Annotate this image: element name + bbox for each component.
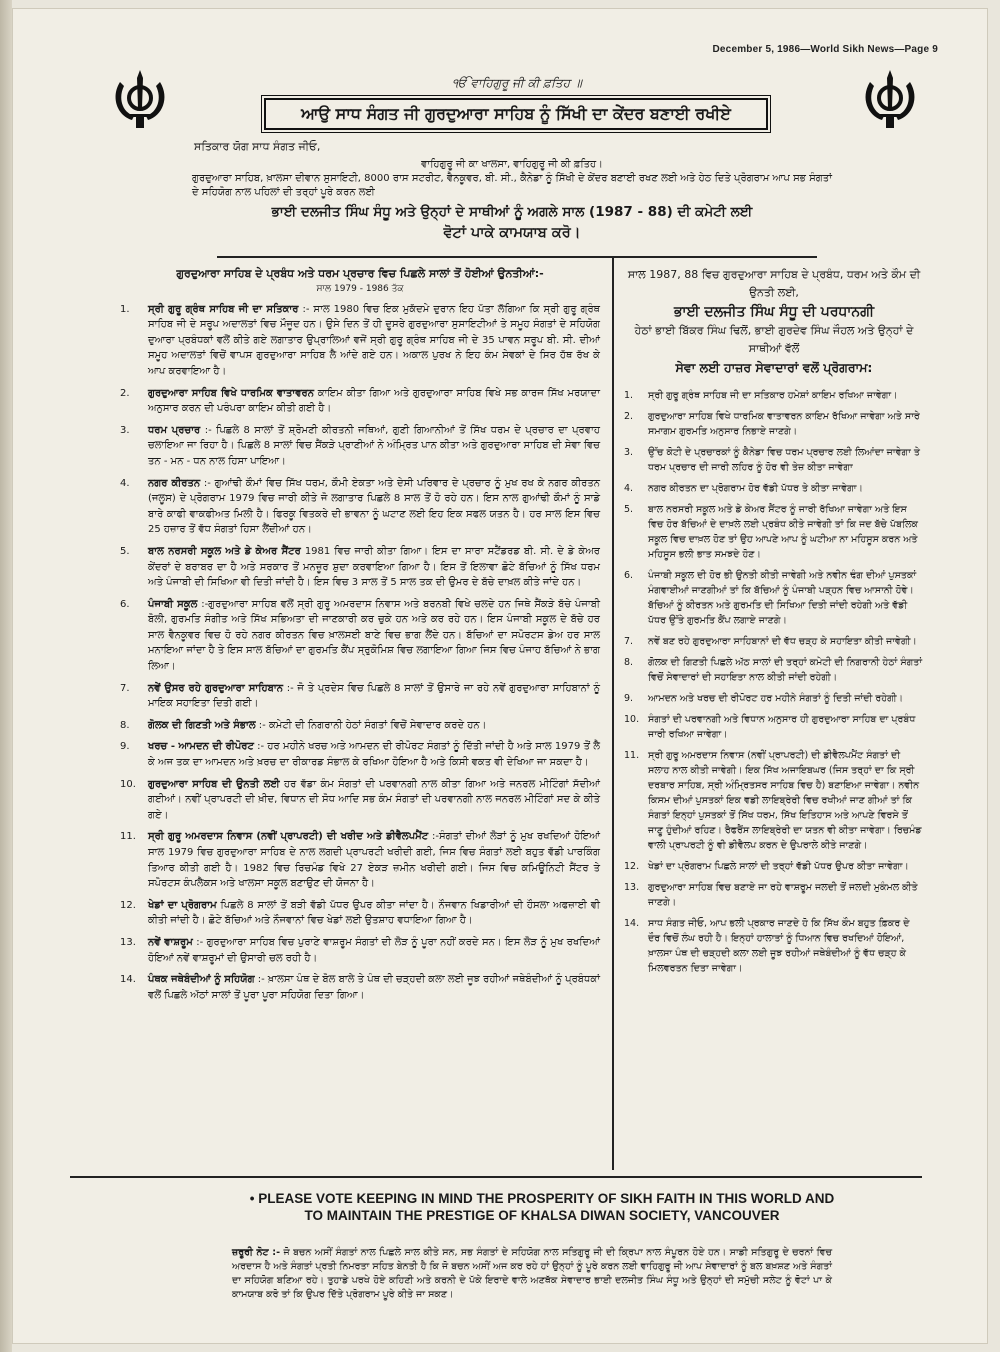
programme-leader: ਭਾਈ ਦਲਜੀਤ ਸਿੰਘ ਸੰਧੂ ਦੀ ਪਰਧਾਨਗੀ — [673, 304, 875, 320]
item-text: ਗੋਲਕ ਦੀ ਗਿਣਤੀ ਪਿਛਲੇ ਅੱਠ ਸਾਲਾਂ ਦੀ ਤਰ੍ਹਾਂ ਕਮੇਟੀ ਦੀ ਨਿਗਰਾਨੀ ਹੇਠਾਂ ਸੰਗਤਾਂ ਵਿਚੋਂ ਸੇਵਾਦਾਰਾਂ ਦੀ ਸਹਾਇਤਾ ਨਾਲ ਕੀਤੀ ਜਾਂਦੀ ਰਹੇਗੀ। — [648, 657, 923, 683]
note-text: ਜੋ ਬਚਨ ਅਸੀਂ ਸੰਗਤਾਂ ਨਾਲ ਪਿਛਲੇ ਸਾਲ ਕੀਤੇ ਸਨ, ਸਭ ਸੰਗਤਾਂ ਦੇ ਸਹਿਯੋਗ ਨਾਲ ਸਤਿਗੁਰੂ ਜੀ ਦੀ ਕ੍ਰਿਪਾ ਨਾਲ ਸੰਪੂਰਨ ਹੋਏ ਹਨ। ਸਾਡੀ ਸਤਿਗੁਰੂ ਦੇ ਚਰਨਾਂ ਵਿਚ ਅਰਦਾਸ ਹੈ ਅਤੇ ਸੰਗਤਾਂ ਪ੍ਰਤੀ ਨਿਮਰਤਾ ਸਹਿਤ ਬੇਨਤੀ ਹੈ ਕਿ ਜੋ ਬਚਨ ਅਸੀਂ ਅਜ ਕਰ ਰਹੇ ਹਾਂ ਉਨ੍ਹਾਂ ਨੂੰ ਪੂਰੇ ਕਰਨ ਲਈ ਵਾਹਿਗੁਰੂ ਜੀ ਆਪ ਸੇਵਾਦਾਰਾਂ ਨੂੰ ਬਲ ਬਖ਼ਸ਼ਣ ਅਤੇ ਸੰਗਤਾਂ ਦਾ ਸਹਿਯੋਗ ਬਣਿਆ ਰਹੇ। ਤੁਹਾਡੇ ਪਰਖੇ ਹੋਏ ਕਹਿਣੀ ਅਤੇ ਕਰਨੀ ਦੇ ਪੱਕੇ ਇਰਾਦੇ ਵਾਲੇ ਅਣਥੱਕ ਸੇਵਾਦਾਰ ਭਾਈ ਦਲਜੀਤ ਸਿੰਘ ਸੰਧੂ ਅਤੇ ਉਨ੍ਹਾਂ ਦੀ ਸਮੁੱਚੀ ਸਲੇਟ ਨੂੰ ਵੋਟਾਂ ਪਾ ਕੇ ਕਾਮਯਾਬ ਕਰੋ ਤਾਂ ਕਿ ਉਪਰ ਦਿੱਤੇ ਪ੍ਰੋਗਰਾਮ ਪੂਰੇ ਕੀਤੇ ਜਾ ਸਕਣ। — [232, 1247, 832, 1300]
item-body: :- ਕਮੇਟੀ ਦੀ ਨਿਗਰਾਨੀ ਹੇਠਾਂ ਸੰਗਤਾਂ ਵਿਚੋਂ ਸੇਵਾਦਾਰ ਕਰਦੇ ਹਨ। — [258, 719, 487, 731]
item-title: ਖਰਚ - ਆਮਦਨ ਦੀ ਰੀਪੋਰਟ — [148, 741, 254, 753]
list-item — [624, 916, 924, 976]
item-body: :-ਸੰਗਤਾਂ ਦੀਆਂ ਲੋੜਾਂ ਨੂੰ ਮੁਖ ਰਖਦਿਆਂ ਹੋਇਆਂ ਸਾਲ 1979 ਵਿਚ ਗੁਰਦੁਆਰਾ ਸਾਹਿਬ ਦੇ ਨਾਲ ਲਗਦੀ ਪ੍ਰਾਪਰਟੀ ਖਰੀਦੀ ਗਈ, ਜਿਸ ਵਿਚ ਸੰਗਤਾਂ ਲਈ ਬਹੁਤ ਵੱਡੀ ਪਾਰਕਿੰਗ ਤਿਆਰ ਕੀਤੀ ਗਈ ਹੈ। 1982 ਵਿਚ ਰਿਚਮੰਡ ਵਿਖੇ 27 ਏਕੜ ਜ਼ਮੀਨ ਖਰੀਦੀ ਗਈ। ਜਿਸ ਵਿਚ ਕਮਿਊਨਿਟੀ ਸੈਂਟਰ ਤੇ ਸਪੋਰਟਸ ਕੰਪਲੈਕਸ ਅਤੇ ਖਾਲਸਾ ਸਕੂਲ ਬਣਾਉਣ ਦੀ ਯੋਜਨਾ ਹੈ। — [148, 831, 600, 890]
item-text — [148, 829, 600, 891]
item-number: 13. — [120, 936, 136, 948]
item-title: ਨਵੇਂ ਵਾਸ਼ਰੂਮ — [148, 936, 193, 948]
item-title: ਨਵੇਂ ਉਸਰ ਰਹੇ ਗੁਰਦੁਆਰਾ ਸਾਹਿਬਾਨ — [148, 682, 283, 694]
item-number: 7. — [120, 682, 130, 694]
top-divider — [217, 256, 817, 258]
item-text: ਸੰਗਤਾਂ ਦੀ ਪਰਵਾਨਗੀ ਅਤੇ ਵਿਧਾਨ ਅਨੁਸਾਰ ਹੀ ਗੁਰਦੁਆਰਾ ਸਾਹਿਬ ਦਾ ਪ੍ਰਬੰਧ ਜਾਰੀ ਰਖਿਆ ਜਾਵੇਗਾ। — [648, 714, 916, 740]
item-body: :- ਹਰ ਮਹੀਨੇ ਖਰਚ ਅਤੇ ਆਮਦਨ ਦੀ ਰੀਪੋਰਟ ਸੰਗਤਾਂ ਨੂੰ ਦਿੱਤੀ ਜਾਂਦੀ ਹੈ ਅਤੇ ਸਾਲ 1979 ਤੋਂ ਲੈ ਕੇ ਅਜ ਤਕ ਦਾ ਆਮਦਨ ਅਤੇ ਖ਼ਰਚ ਦਾ ਰੀਕਾਰਡ ਸੰਭਾਲ ਕੇ ਰਖਿਆ ਹੋਇਆ ਹੈ ਅਤੇ ਕਿਸੀ ਵਕਤ ਵੀ ਦੇਖਿਆ ਜਾ ਸਕਦਾ ਹੈ। — [148, 741, 600, 769]
item-number: 6. — [120, 598, 130, 610]
programme-heading-line: ਸਾਲ 1987, 88 ਵਿਚ ਗੁਰਦੁਆਰਾ ਸਾਹਿਬ ਦੇ ਪ੍ਰਬੰਧ, ਧਰਮ ਅਤੇ ਕੌਮ ਦੀ ਉਨਤੀ ਲਈ, — [627, 268, 921, 299]
programme-heading — [624, 266, 924, 378]
item-number: 11. — [624, 750, 640, 761]
item-number: 4. — [120, 477, 130, 489]
list-item — [120, 972, 600, 1003]
item-title: ਧਰਮ ਪ੍ਰਚਾਰ — [148, 424, 201, 436]
list-item — [624, 712, 924, 742]
item-text: ਗੁਰਦੁਆਰਾ ਸਾਹਿਬ ਵਿਖੇ ਧਾਰਮਿਕ ਵਾਤਾਵਰਨ ਕਾਇਮ ਰੱਖਿਆ ਜਾਵੇਗਾ ਅਤੇ ਸਾਰੇ ਸਮਾਗਮ ਗੁਰਮਤਿ ਅਨੁਸਾਰ ਨਿਭਾਏ ਜਾਣਗੇ। — [648, 411, 920, 437]
item-number: 11. — [120, 831, 136, 843]
item-number: 7. — [624, 636, 634, 647]
list-item — [624, 388, 924, 403]
item-number: 3. — [120, 424, 130, 436]
english-appeal: • PLEASE VOTE KEEPING IN MIND THE PROSPERITY OF SIKH FAITH IN THIS WORLD AND TO MAINTAIN THE PRESTIGE OF KHALSA DIWAN SOCIETY, VANCOUVER — [249, 1191, 835, 1223]
item-title: ਪੰਥਕ ਜਥੇਬੰਦੀਆਂ ਨੂੰ ਸਹਿਯੋਗ — [148, 974, 255, 986]
item-title: ਨਗਰ ਕੀਰਤਨ — [148, 477, 201, 489]
item-body: :- ਜੋ ਤੇ ਪ੍ਰਦੇਸ ਵਿਚ ਪਿਛਲੇ 8 ਸਾਲਾਂ ਤੋਂ ਉਸਾਰੇ ਜਾ ਰਹੇ ਨਵੇਂ ਗੁਰਦੁਆਰਾ ਸਾਹਿਬਾਨਾਂ ਨੂੰ ਮਾਇਕ ਸਹਾਇਤਾ ਦਿਤੀ ਗਈ। — [148, 682, 600, 710]
item-title: ਗੁਰਦੁਆਰਾ ਸਾਹਿਬ ਵਿਖੇ ਧਾਰਮਿਕ ਵਾਤਾਵਰਨ — [148, 387, 314, 399]
list-item — [120, 739, 600, 770]
item-number: 10. — [120, 778, 136, 790]
intro-block — [192, 158, 832, 244]
important-note — [232, 1246, 832, 1302]
item-number: 8. — [624, 657, 634, 668]
item-body: ਕਾਇਮ ਕੀਤਾ ਗਿਆ ਅਤੇ ਗੁਰਦੁਆਰਾ ਸਾਹਿਬ ਵਿਖੇ ਸਭ ਕਾਰਜ ਸਿੱਖ ਮਰਯਾਦਾ ਅਨੁਸਾਰ ਕਰਨ ਦੀ ਪਰੰਪਰਾ ਕਾਇਮ ਕੀਤੀ ਗਈ ਹੈ। — [148, 387, 600, 415]
binding-edge — [0, 0, 12, 1352]
achievements-list — [120, 302, 600, 1004]
item-number: 14. — [624, 918, 640, 929]
item-text — [148, 423, 600, 470]
column-divider — [612, 258, 614, 1170]
advertisement — [102, 60, 932, 1300]
intro-appeal: ਭਾਈ ਦਲਜੀਤ ਸਿੰਘ ਸੰਧੂ ਅਤੇ ਉਨ੍ਹਾਂ ਦੇ ਸਾਥੀਆਂ ਨੂੰ ਅਗਲੇ ਸਾਲ (1987 - 88) ਦੀ ਕਮੇਟੀ ਲਈ — [271, 204, 753, 220]
item-number: 1. — [624, 390, 634, 401]
item-text: ਉੱਚ ਕੋਟੀ ਦੇ ਪ੍ਰਚਾਰਕਾਂ ਨੂੰ ਕੈਨੇਡਾ ਵਿਚ ਧਰਮ ਪ੍ਰਚਾਰ ਲਈ ਲਿਆਂਦਾ ਜਾਵੇਗਾ ਤੇ ਧਰਮ ਪ੍ਰਚਾਰ ਦੀ ਜਾਰੀ ਲਹਿਰ ਨੂੰ ਹੋਰ ਵੀ ਤੇਜ਼ ਕੀਤਾ ਜਾਵੇਗਾ — [648, 447, 920, 473]
item-number: 12. — [120, 899, 136, 911]
item-text — [148, 302, 600, 380]
item-title: ਗੁਰਦੁਆਰਾ ਸਾਹਿਬ ਦੀ ਉਨਤੀ ਲਈ — [148, 778, 280, 790]
list-item — [624, 568, 924, 628]
item-number: 2. — [120, 387, 130, 399]
list-item — [624, 502, 924, 562]
item-number: 10. — [624, 714, 640, 725]
list-item — [624, 691, 924, 706]
intro-line-1: ਵਾਹਿਗੁਰੂ ਜੀ ਕਾ ਖਾਲਸਾ, ਵਾਹਿਗੁਰੂ ਜੀ ਕੀ ਫ਼ਤਿਹ। — [421, 159, 603, 170]
list-item — [120, 681, 600, 712]
list-item — [120, 718, 600, 734]
item-title: ਸ੍ਰੀ ਗੁਰੂ ਅਮਰਦਾਸ ਨਿਵਾਸ (ਨਵੀਂ ਪ੍ਰਾਪਰਟੀ) ਦੀ ਖਰੀਦ ਅਤੇ ਡੀਵੈਲਪਮੈਂਟ — [148, 831, 429, 843]
intro-line-2: ਗੁਰਦੁਆਰਾ ਸਾਹਿਬ, ਖ਼ਾਲਸਾ ਦੀਵਾਨ ਸੁਸਾਇਟੀ, 8000 ਰਾਸ ਸਟਰੀਟ, ਵੈਨਕੂਵਰ, ਬੀ. ਸੀ., ਕੈਨੇਡਾ ਨੂੰ ਸਿੱਖੀ ਦੇ ਕੇਂਦਰ ਬਣਾਈ ਰਖਣ ਲਈ ਅਤੇ ਹੇਠ ਦਿਤੇ ਪ੍ਰੋਗਰਾਮ ਆਪ ਸਭ ਸੰਗਤਾਂ ਦੇ ਸਹਿਯੋਗ ਨਾਲ ਪਹਿਲਾਂ ਦੀ ਤਰ੍ਹਾਂ ਪੂਰੇ ਕਰਨ ਲਈ — [192, 173, 832, 198]
item-text: ਪੰਜਾਬੀ ਸਕੂਲ ਦੀ ਹੋਰ ਭੀ ਉਨਤੀ ਕੀਤੀ ਜਾਵੇਗੀ ਅਤੇ ਨਵੀਨ ਢੰਗ ਦੀਆਂ ਪੁਸਤਕਾਂ ਮੰਗਵਾਈਆਂ ਜਾਣਗੀਆਂ ਤਾਂ ਕਿ ਬੱਚਿਆਂ ਨੂੰ ਪੰਜਾਬੀ ਪੜ੍ਹਨ ਵਿਚ ਆਸਾਨੀ ਹੋਵੇ। ਬੱਚਿਆਂ ਨੂੰ ਕੀਰਤਨ ਅਤੇ ਗੁਰਮਤਿ ਦੀ ਸਿਖਿਆ ਦਿਤੀ ਜਾਂਦੀ ਰਹੇਗੀ ਅਤੇ ਵੱਡੀ ਪੱਧਰ ਉੱਤੇ ਗੁਰਮਤਿ ਕੈਂਪ ਲਗਾਏ ਜਾਣਗੇ। — [648, 570, 917, 626]
item-text — [148, 935, 600, 966]
item-text: ਆਮਦਨ ਅਤੇ ਖਰਚ ਦੀ ਰੀਪੋਰਟ ਹਰ ਮਹੀਨੇ ਸੰਗਤਾਂ ਨੂੰ ਦਿਤੀ ਜਾਂਦੀ ਰਹੇਗੀ। — [648, 693, 904, 704]
item-number: 4. — [624, 483, 634, 494]
list-item — [624, 655, 924, 685]
item-text — [148, 972, 600, 1003]
list-item — [120, 544, 600, 591]
item-title: ਖੇਡਾਂ ਦਾ ਪ੍ਰੋਗਰਾਮ — [148, 899, 217, 911]
item-text: ਖੇਡਾਂ ਦਾ ਪ੍ਰੋਗਰਾਮ ਪਿਛਲੇ ਸਾਲਾਂ ਦੀ ਤਰ੍ਹਾਂ ਵੱਡੀ ਪੱਧਰ ਉਪਰ ਕੀਤਾ ਜਾਵੇਗਾ। — [648, 861, 909, 872]
item-text: ਬਾਲ ਨਰਸਰੀ ਸਕੂਲ ਅਤੇ ਡੇ ਕੇਅਰ ਸੈਂਟਰ ਨੂੰ ਜਾਰੀ ਰੱਖਿਆ ਜਾਵੇਗਾ ਅਤੇ ਇਸ ਵਿਚ ਹੋਰ ਬੱਚਿਆਂ ਦੇ ਦਾਖ਼ਲੇ ਲਈ ਪ੍ਰਬੰਧ ਕੀਤੇ ਜਾਵੇਗੀ ਤਾਂ ਕਿ ਜਦ ਬੱਚੇ ਪੱਬਲਿਕ ਸਕੂਲ ਵਿਚ ਦਾਖ਼ਲ ਹੋਣ ਤਾਂ ਉਹ ਆਪਣੇ ਆਪ ਨੂੰ ਘਟੀਆ ਨਾ ਮਹਿਸੂਸ ਕਰਨ ਅਤੇ ਮਹਿਸੂਸ ਭਲੀ ਭਾਤ ਸਮਝਦੇ ਹੋਣ। — [648, 504, 918, 560]
item-text: ਸ੍ਰੀ ਗੁਰੂ ਗ੍ਰੰਥ ਸਾਹਿਬ ਜੀ ਦਾ ਸਤਿਕਾਰ ਹਮੇਸ਼ਾਂ ਕਾਇਮ ਰਖਿਆ ਜਾਵੇਗਾ। — [648, 390, 898, 401]
list-item — [120, 386, 600, 417]
item-number: 9. — [624, 693, 634, 704]
item-number: 5. — [624, 504, 634, 515]
item-text — [148, 718, 600, 734]
item-title: ਗੋਲਕ ਦੀ ਗਿਣਤੀ ਅਤੇ ਸੰਭਾਲ — [148, 719, 256, 731]
ad-headline: ਆਉ ਸਾਧ ਸੰਗਤ ਜੀ ਗੁਰਦੁਆਰਾ ਸਾਹਿਬ ਨੂੰ ਸਿੱਖੀ ਦਾ ਕੇਂਦਰ ਬਣਾਈ ਰਖੀਏ — [264, 98, 768, 130]
achievements-column — [120, 266, 600, 1214]
list-item — [120, 898, 600, 929]
item-number: 14. — [120, 974, 136, 986]
item-number: 9. — [120, 741, 130, 753]
item-body: :- ਸਾਲ 1980 ਵਿਚ ਇਕ ਮੁਕੱਦਮੇ ਦੁਰਾਨ ਇਹ ਪੱਤਾ ਲੱਗਿਆ ਕਿ ਸ੍ਰੀ ਗੁਰੂ ਗ੍ਰੰਥ ਸਾਹਿਬ ਜੀ ਦੇ ਸਰੂਪ ਅਦਾਲਤਾਂ ਵਿਚ ਮੌਜੂਦ ਹਨ। ਉਸੇ ਦਿਨ ਤੋਂ ਹੀ ਦੂਸਰੇ ਗੁਰਦੁਆਰਾ ਸੁਸਾਇਟੀਆਂ ਤੇ ਸਮੂਹ ਸੰਗਤਾਂ ਦੇ ਸਹਿਯੋਗ ਦੁਆਰਾ ਪ੍ਰਬੰਧਕਾਂ ਵਲੋਂ ਕੀਤੇ ਗਏ ਲਗਾਤਾਰ ਉਪ੍ਰਾਲਿਆਂ ਵਜੋਂ ਸ੍ਰੀ ਗੁਰੂ ਗ੍ਰੰਥ ਸਾਹਿਬ ਜੀ ਦੇ 35 ਪਾਵਨ ਸਰੂਪ ਬੀ. ਸੀ. ਦੀਆਂ ਸਮੂਹ ਅਦਾਲਤਾਂ ਵਿਚੋਂ ਵਾਪਸ ਗੁਰਦੁਆਰਾ ਸਾਹਿਬ ਲੈ ਆਂਦੇ ਗਏ ਹਨ। ਅਕਾਲ ਪੁਰਖ ਨੇ ਇਹ ਕੰਮ ਸੇਵਕਾਂ ਦੇ ਸਿਰ ਹੱਥ ਰੱਖ ਕੇ ਆਪ ਕਰਵਾਇਆ ਹੈ। — [148, 303, 600, 377]
item-body: :- ਖ਼ਾਲਸਾ ਪੰਥ ਦੇ ਬੋਲ ਬਾਲੇ ਤੇ ਪੰਥ ਦੀ ਚੜ੍ਹਦੀ ਕਲਾ ਲਈ ਜੂਝ ਰਹੀਆਂ ਜਥੇਬੰਦੀਆਂ ਨੂੰ ਪ੍ਰਬੰਧਕਾਂ ਵਲੋਂ ਪਿਛਲੇ ਅੱਠਾਂ ਸਾਲਾਂ ਤੋਂ ਪੂਰਾ ਪੂਰਾ ਸਹਿਯੋਗ ਦਿਤਾ ਗਿਆ। — [148, 974, 600, 1001]
item-text: ਨਵੇਂ ਬਣ ਰਹੇ ਗੁਰਦੁਆਰਾ ਸਾਹਿਬਾਨਾਂ ਦੀ ਵੱਧ ਚੜ੍ਹ ਕੇ ਸਹਾਇਤਾ ਕੀਤੀ ਜਾਵੇਗੀ। — [648, 636, 917, 647]
list-item — [120, 597, 600, 675]
list-item — [624, 748, 924, 853]
item-text — [148, 544, 600, 591]
programme-team: ਹੇਠਾਂ ਭਾਈ ਬਿੱਕਰ ਸਿੰਘ ਢਿਲੋਂ, ਭਾਈ ਗੁਰਦੇਵ ਸਿੰਘ ਜੌਹਲ ਅਤੇ ਉਨ੍ਹਾਂ ਦੇ ਸਾਥੀਆਂ ਵੱਲੋਂ — [634, 324, 914, 355]
item-body: 1981 ਵਿਚ ਜਾਰੀ ਕੀਤਾ ਗਿਆ। ਇਸ ਦਾ ਸਾਰਾ ਸਟੈਂਡਰਡ ਬੀ. ਸੀ. ਦੇ ਡੇ ਕੇਅਰ ਕੇਂਦਰਾਂ ਦੇ ਬਰਾਬਰ ਦਾ ਹੈ ਅਤੇ ਸਰਕਾਰ ਤੋਂ ਮਨਜ਼ੂਰ ਸ਼ੁਦਾ ਕਰਵਾਇਆ ਗਿਆ ਹੈ। ਇਸ ਤੋਂ ਇਲਾਵਾ ਛੋਟੇ ਬੱਚਿਆਂ ਨੂੰ ਸਿੱਖ ਧਰਮ ਅਤੇ ਪੰਜਾਬੀ ਦੀ ਸਿਖਿਆ ਵੀ ਦਿਤੀ ਜਾਂਦੀ ਹੈ। ਇਸ ਵਿਚ 3 ਸਾਲ ਤੋਂ 5 ਸਾਲ ਤਕ ਦੀ ਉਮਰ ਦੇ ਬੱਚੇ ਦਾਖ਼ਲ ਕੀਤੇ ਜਾਂਦੇ ਹਨ। — [148, 545, 600, 589]
list-item — [624, 880, 924, 910]
item-text: ਗੁਰਦੁਆਰਾ ਸਾਹਿਬ ਵਿਚ ਬਣਾਏ ਜਾ ਰਹੇ ਵਾਸ਼ਰੂਮ ਜਲਦੀ ਤੋਂ ਜਲਦੀ ਮੁਕੰਮਲ ਕੀਤੇ ਜਾਣਗੇ। — [648, 882, 918, 908]
item-text: ਸਾਧ ਸੰਗਤ ਜੀਓ, ਆਪ ਭਲੀ ਪ੍ਰਕਾਰ ਜਾਣਦੇ ਹੋ ਕਿ ਸਿੱਖ ਕੌਮ ਬਹੁਤ ਫ਼ਿਕਰ ਦੇ ਦੌਰ ਵਿਚੋਂ ਲੰਘ ਰਹੀ ਹੈ। ਇਨ੍ਹਾਂ ਹਾਲਾਤਾਂ ਨੂੰ ਧਿਆਨ ਵਿਚ ਰਖਦਿਆਂ ਹੋਇਆਂ, ਖ਼ਾਲਸਾ ਪੰਥ ਦੀ ਚੜ੍ਹਦੀ ਕਲਾ ਲਈ ਜੂਝ ਰਹੀਆਂ ਜਥੇਬੰਦੀਆਂ ਨੂੰ ਵੱਧ ਚੜ੍ਹ ਕੇ ਮਿਲਵਰਤਨ ਦਿਤਾ ਜਾਵੇਗਾ। — [648, 918, 910, 974]
salutation: ੴ ਵਾਹਿਗੁਰੂ ਜੀ ਕੀ ਫ਼ਤਿਹ ॥ — [452, 76, 582, 90]
note-label: ਜ਼ਰੂਰੀ ਨੋਟ :- — [232, 1247, 281, 1258]
item-text — [148, 476, 600, 538]
item-text — [148, 739, 600, 770]
achievements-period: ਸਾਲ 1979 - 1986 ਤੱਕ — [316, 284, 404, 294]
programme-title: ਸੇਵਾ ਲਈ ਹਾਜ਼ਰ ਸੇਵਾਦਾਰਾਂ ਵਲੋਂ ਪ੍ਰੋਗਰਾਮ: — [675, 360, 873, 375]
item-text: ਨਗਰ ਕੀਰਤਨ ਦਾ ਪ੍ਰੋਗਰਾਮ ਹੋਰ ਵੱਡੀ ਪੱਧਰ ਤੇ ਕੀਤਾ ਜਾਵੇਗਾ। — [648, 483, 863, 494]
list-item — [120, 476, 600, 538]
item-body: :-ਗੁਰਦੁਆਰਾ ਸਾਹਿਬ ਵਲੋਂ ਸ੍ਰੀ ਗੁਰੂ ਅਮਰਦਾਸ ਨਿਵਾਸ ਅਤੇ ਬਰਨਬੀ ਵਿਖੇ ਚਲਦੇ ਹਨ ਜਿਥੇ ਸੈਂਕੜੇ ਬੱਚੇ ਪੰਜਾਬੀ ਬੋਲੀ, ਗੁਰਮਤਿ ਸੰਗੀਤ ਅਤੇ ਸਿੱਖ ਸਭਿਅਤਾ ਦੀ ਜਾਣਕਾਰੀ ਕਰ ਚੁਕੇ ਹਨ ਅਤੇ ਕਰ ਰਹੇ ਹਨ। ਇਸ ਪੰਜਾਬੀ ਸਕੂਲ ਦੇ ਬੱਚੇ ਹਰ ਸਾਲ ਵੈਨਕੂਵਰ ਵਿਚ ਹੋ ਰਹੇ ਨਗਰ ਕੀਰਤਨ ਵਿਚ ਖ਼ਾਲਸਈ ਬਾਣੇ ਵਿਚ ਭਾਗ ਲੈਂਦੇ ਹਨ। ਬੱਚਿਆਂ ਦਾ ਸਪੋਰਟਸ ਡੇਅ ਹਰ ਸਾਲ ਮਨਾਇਆ ਜਾਂਦਾ ਹੈ ਤੇ ਇਸ ਸਾਲ ਬੱਚਿਆਂ ਦਾ ਗੁਰਮਤਿ ਕੈਂਪ ਸ੍ਰੁਕੋਮਿਸ਼ ਵਿਚ ਲਗਾਇਆ ਗਿਆ ਜਿਸ ਵਿਚ ਪੰਜਾਹ ਬੱਚਿਆਂ ਨੇ ਭਾਗ ਲਿਆ। — [148, 598, 600, 673]
item-text — [148, 386, 600, 417]
list-item — [624, 445, 924, 475]
greeting: ਸਤਿਕਾਰ ਯੋਗ ਸਾਧ ਸੰਗਤ ਜੀਓ, — [194, 140, 321, 153]
item-number: 12. — [624, 861, 640, 872]
list-item — [624, 634, 924, 649]
list-item — [120, 423, 600, 470]
list-item — [120, 935, 600, 966]
item-title: ਪੰਜਾਬੀ ਸਕੂਲ — [148, 598, 198, 610]
item-body: ਹਰ ਵੱਡਾ ਕੰਮ ਸੰਗਤਾਂ ਦੀ ਪਰਵਾਨਗੀ ਨਾਲ ਕੀਤਾ ਗਿਆ ਅਤੇ ਜਨਰਲ ਮੀਟਿੰਗਾਂ ਸੱਦੀਆਂ ਗਈਆਂ। ਨਵੀਂ ਪ੍ਰਾਪਰਟੀ ਦੀ ਖ਼ੀਦ, ਵਿਧਾਨ ਦੀ ਸੋਧ ਆਦਿ ਸਭ ਕੰਮ ਸੰਗਤਾਂ ਦੀ ਪਰਵਾਨਗੀ ਨਾਲ ਜਨਰਲ ਮੀਟਿੰਗਾਂ ਸਦ ਕੇ ਕੀਤੇ ਗਏ। — [148, 778, 600, 821]
list-item — [624, 409, 924, 439]
item-title: ਸ੍ਰੀ ਗੁਰੂ ਗ੍ਰੰਥ ਸਾਹਿਬ ਜੀ ਦਾ ਸਤਿਕਾਰ — [148, 303, 299, 315]
programme-list — [624, 388, 924, 976]
item-text — [148, 681, 600, 712]
newspaper-page — [12, 8, 988, 1344]
list-item — [624, 481, 924, 496]
achievements-heading: ਗੁਰਦੁਆਰਾ ਸਾਹਿਬ ਦੇ ਪ੍ਰਬੰਧ ਅਤੇ ਧਰਮ ਪ੍ਰਚਾਰ ਵਿਚ ਪਿਛਲੇ ਸਾਲਾਂ ਤੋਂ ਹੋਈਆਂ ਉਨਤੀਆਂ:- — [176, 267, 544, 280]
dateline: December 5, 1986—World Sikh News—Page 9 — [712, 44, 938, 55]
list-item — [120, 302, 600, 380]
item-number: 2. — [624, 411, 634, 422]
item-number: 1. — [120, 303, 130, 315]
list-item — [120, 777, 600, 824]
item-text — [148, 898, 600, 929]
item-text: ਸ੍ਰੀ ਗੁਰੂ ਅਮਰਦਾਸ ਨਿਵਾਸ (ਨਵੀਂ ਪ੍ਰਾਪਰਟੀ) ਦੀ ਡੀਵੈਲਪਮੈਂਟ ਸੰਗਤਾਂ ਦੀ ਸਲਾਹ ਨਾਲ ਕੀਤੀ ਜਾਵੇਗੀ। ਇਕ ਸਿੱਖ ਅਜਾਇਬਘਰ (ਜਿਸ ਤਰ੍ਹਾਂ ਦਾ ਕਿ ਸ੍ਰੀ ਦਰਬਾਰ ਸਾਹਿਬ, ਸ੍ਰੀ ਅੰਮ੍ਰਿਤਸਰ ਸਾਹਿਬ ਵਿਚ ਹੈ) ਬਣਾਇਆ ਜਾਵੇਗਾ। ਨਵੀਨ ਕਿਸਮ ਦੀਆਂ ਪੁਸਤਕਾਂ ਇਕ ਵਡੀ ਲਾਇਬ੍ਰੇਰੀ ਵਿਚ ਰਖੀਆਂ ਜਾਣ ਗੀਆਂ ਤਾਂ ਕਿ ਸੰਗਤਾਂ ਇਨ੍ਹਾਂ ਪੁਸਤਕਾਂ ਤੋਂ ਸਿੱਖ ਧਰਮ, ਸਿੱਖ ਇਤਿਹਾਸ ਅਤੇ ਆਪਣੇ ਵਿਰਸੇ ਤੋਂ ਜਾਣੂ ਹੁੰਦੀਆਂ ਰਹਿਣ। ਰੈਫਰੈਂਸ ਲਾਇਬ੍ਰੇਰੀ ਦਾ ਯਤਨ ਵੀ ਕੀਤਾ ਜਾਵੇਗਾ। ਰਿਚਮੰਡ ਵਾਲੀ ਪ੍ਰਾਪਰਟੀ ਨੂੰ ਵੀ ਡੀਵੈਲਪ ਕਰਨ ਦੇ ਉਪਰਾਲੇ ਕੀਤੇ ਜਾਣਗੇ। — [648, 750, 922, 851]
item-title: ਬਾਲ ਨਰਸਰੀ ਸਕੂਲ ਅਤੇ ਡੇ ਕੇਅਰ ਸੈਂਟਰ — [148, 545, 301, 557]
item-body: :- ਗੁਰਦੁਆਰਾ ਸਾਹਿਬ ਵਿਚ ਪੁਰਾਣੇ ਵਾਸ਼ਰੂਮ ਸੰਗਤਾਂ ਦੀ ਲੋੜ ਨੂੰ ਪੂਰਾ ਨਹੀਂ ਕਰਦੇ ਸਨ। ਇਸ ਲੋੜ ਨੂੰ ਮੁਖ ਰਖਦਿਆਂ ਹੋਇਆਂ ਨਵੇਂ ਵਾਸ਼ਰੂਮਾਂ ਦੀ ਉਸਾਰੀ ਚਲ ਰਹੀ ਹੈ। — [148, 936, 600, 964]
intro-vote-call: ਵੋਟਾਂ ਪਾਕੇ ਕਾਮਯਾਬ ਕਰੋ। — [443, 225, 581, 241]
list-item — [624, 859, 924, 874]
item-body: :- ਪਿਛਲੇ 8 ਸਾਲਾਂ ਤੋਂ ਸ਼੍ਰੋਮਣੀ ਕੀਰਤਨੀ ਜਥਿਆਂ, ਗੁਣੀ ਗਿਆਨੀਆਂ ਤੋਂ ਸਿੱਖ ਧਰਮ ਦੇ ਪ੍ਰਚਾਰ ਦਾ ਪ੍ਰਵਾਹ ਚਲਾਇਆ ਜਾ ਰਿਹਾ ਹੈ। ਪਿਛਲੇ 8 ਸਾਲਾਂ ਵਿਚ ਸੈਂਕੜੇ ਪ੍ਰਾਣੀਆਂ ਨੇ ਅੰਮ੍ਰਿਤ ਪਾਨ ਕੀਤਾ ਅਤੇ ਗੁਰਦੁਆਰਾ ਸਾਹਿਬ ਦੀ ਸੇਵਾ ਵਿਚ ਤਨ - ਮਨ - ਧਨ ਨਾਲ ਹਿਸਾ ਪਾਇਆ। — [148, 424, 601, 467]
item-number: 5. — [120, 545, 130, 557]
item-number: 13. — [624, 882, 640, 893]
item-text — [148, 777, 600, 824]
item-body: :- ਗੁਆਂਢੀ ਕੌਮਾਂ ਵਿਚ ਸਿੱਖ ਧਰਮ, ਕੌਮੀ ਏਕਤਾ ਅਤੇ ਦੇਸੀ ਪਰਿਵਾਰ ਦੇ ਪ੍ਰਚਾਰ ਨੂੰ ਮੁਖ ਰਖ ਕੇ ਨਗਰ ਕੀਰਤਨ (ਜਲੂਸ) ਦੇ ਪ੍ਰੋਗਰਾਮ 1979 ਵਿਚ ਜਾਰੀ ਕੀਤੇ ਜੋ ਲਗਾਤਾਰ ਪਿਛਲੇ 8 ਸਾਲ ਤੋਂ ਹੋ ਰਹੇ ਹਨ। ਇਸ ਨਾਲ ਗੁਆਂਢੀ ਕੌਮਾਂ ਨੂੰ ਸਾਡੇ ਬਾਰੇ ਕਾਫੀ ਵਾਕਫੀਅਤ ਮਿਲੀ ਹੈ। ਫਿਰਕੂ ਵਿਤਕਰੇ ਦੀ ਭਾਵਨਾ ਨੂੰ ਘਟਾਣ ਲਈ ਇਹ ਇਕ ਸਫਲ ਯਤਨ ਹੈ। ਹਰ ਸਾਲ ਇਸ ਵਿਚ 25 ਹਜ਼ਾਰ ਤੋਂ ਵੱਧ ਸੰਗਤਾਂ ਹਿਸਾ ਲੈਂਦੀਆਂ ਹਨ। — [148, 477, 601, 536]
item-number: 8. — [120, 719, 130, 731]
programme-column — [624, 266, 924, 1214]
item-number: 6. — [624, 570, 634, 581]
item-body: ਪਿਛਲੇ 8 ਸਾਲਾਂ ਤੋਂ ਬੜੀ ਵੱਡੀ ਪੱਧਰ ਉਪਰ ਕੀਤਾ ਜਾਂਦਾ ਹੈ। ਨੌਜਵਾਨ ਖਿਡਾਰੀਆਂ ਦੀ ਹੌਸਲਾ ਅਫਜ਼ਾਈ ਵੀ ਕੀਤੀ ਜਾਂਦੀ ਹੈ। ਛੋਟੇ ਬੱਚਿਆਂ ਅਤੇ ਨੌਜਵਾਨਾਂ ਵਿਚ ਖੇਡਾਂ ਲਈ ਉਤਸ਼ਾਹ ਵਧਾਇਆ ਗਿਆ ਹੈ। — [148, 899, 600, 927]
list-item — [120, 829, 600, 891]
item-text — [148, 597, 600, 675]
item-number: 3. — [624, 447, 634, 458]
